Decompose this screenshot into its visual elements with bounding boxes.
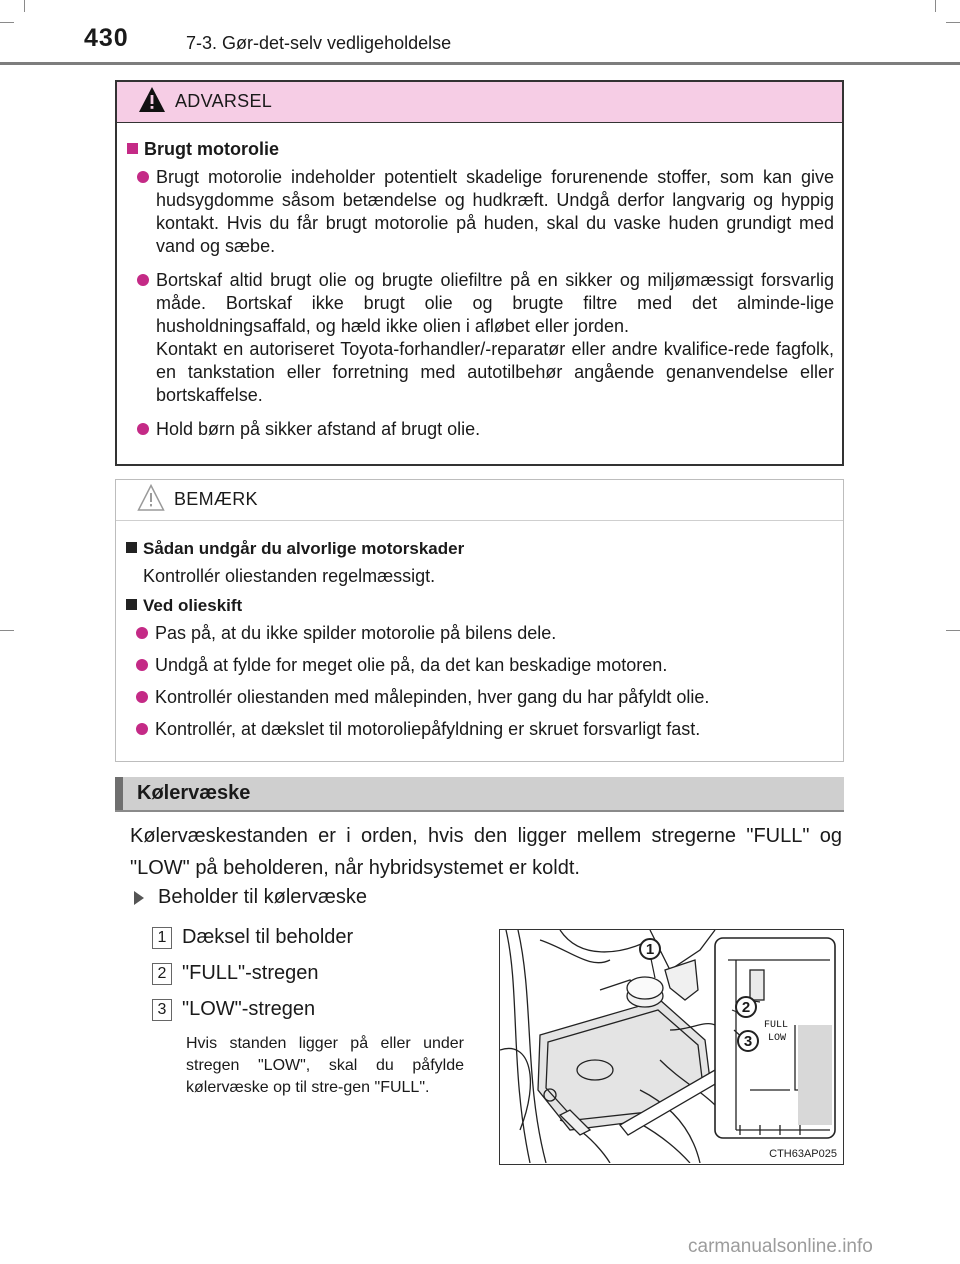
figure-code: CTH63AP025	[769, 1148, 837, 1160]
square-bullet-icon	[126, 599, 137, 610]
round-bullet-icon	[136, 627, 148, 639]
warning-body	[117, 123, 842, 441]
numbered-item	[152, 998, 315, 1021]
square-bullet-icon	[126, 542, 137, 553]
low-marking: LOW	[768, 1033, 787, 1044]
warning-header	[117, 82, 842, 123]
notice-bullet-text: Kontrollér oliestanden med målepinden, hver gang du har påfyldt olie.	[155, 687, 710, 707]
notice-bullet	[126, 622, 835, 645]
header-rule	[0, 62, 960, 65]
crop-mark	[0, 630, 14, 631]
round-bullet-icon	[137, 274, 149, 286]
warning-bullet-text	[156, 269, 834, 407]
round-bullet-icon	[137, 423, 149, 435]
warning-label: ADVARSEL	[175, 91, 273, 111]
warning-bullet	[127, 269, 834, 407]
coolant-reservoir-illustration	[499, 929, 844, 1165]
notice-bullet-text: Kontrollér, at dækslet til motoroliepåfyldning er skruet forsvarligt fast.	[155, 719, 701, 739]
round-bullet-icon	[136, 691, 148, 703]
warning-bullet	[127, 418, 834, 441]
notice-header	[116, 480, 843, 521]
callout-1: 1	[639, 938, 661, 960]
warning-box	[115, 80, 844, 466]
page-number: 430	[84, 24, 129, 52]
notice-box	[115, 479, 844, 762]
warning-bullet-text: Hold børn på sikker afstand af brugt olie.	[156, 419, 481, 439]
warning-subheading-text: Brugt motorolie	[144, 139, 279, 159]
notice-bullet	[126, 718, 835, 741]
warning-bullet-text-extra: Kontakt en autoriseret Toyota-forhandler/-reparatør eller andre kvalifice-rede fagfolk, en tankstation eller forretning med autotilbehør angående genanvendelse eller bortskaffelse.	[156, 339, 834, 405]
numbered-item	[152, 926, 353, 949]
notice-subheading	[126, 596, 835, 616]
notice-label: BEMÆRK	[174, 489, 258, 509]
round-bullet-icon	[137, 171, 149, 183]
callout-2: 2	[735, 996, 757, 1018]
item-text: "LOW"-stregen	[182, 998, 316, 1020]
item-text: "FULL"-stregen	[182, 962, 319, 984]
round-bullet-icon	[136, 723, 148, 735]
warning-bullet-text-part: Bortskaf altid brugt olie og brugte oliefiltre på en sikker og miljømæssigt forsvarlig måde. Bortskaf ikke brugt olie og brugte filtre med det alminde-lige husholdningsaffald, og hæld ikke olien i afløbet eller jorden.	[156, 270, 834, 336]
arrow-item-text: Beholder til kølervæske	[158, 886, 367, 908]
chapter-title: 7-3. Gør-det-selv vedligeholdelse	[186, 33, 452, 53]
round-bullet-icon	[136, 659, 148, 671]
warning-bullet	[127, 166, 834, 258]
notice-subheading-text: Sådan undgår du alvorlige motorskader	[143, 539, 465, 558]
notice-bullet-text: Pas på, at du ikke spilder motorolie på bilens dele.	[155, 623, 557, 643]
item-number: 3	[152, 999, 172, 1021]
watermark: carmanualsonline.info	[688, 1236, 873, 1257]
notice-bullet	[126, 654, 835, 677]
caution-triangle-icon	[136, 483, 166, 513]
section-heading	[115, 777, 844, 810]
item-text: Dæksel til beholder	[182, 926, 354, 948]
section-title: Kølervæske	[137, 782, 251, 804]
full-marking: FULL	[764, 1020, 789, 1031]
callout-3: 3	[737, 1030, 759, 1052]
page-header	[0, 0, 960, 64]
notice-subheading-text: Ved olieskift	[143, 596, 243, 615]
item-number: 1	[152, 927, 172, 949]
section-intro: Kølervæskestanden er i orden, hvis den ligger mellem stregerne "FULL" og "LOW" på beholderen, når hybridsystemet er koldt.	[130, 825, 842, 879]
section-rule	[115, 810, 844, 812]
arrow-right-icon	[134, 891, 144, 905]
square-bullet-icon	[127, 143, 138, 154]
notice-subheading	[126, 539, 835, 559]
warning-subheading	[127, 139, 834, 160]
engine-bay-drawing	[500, 930, 842, 1163]
item-number: 2	[152, 963, 172, 985]
numbered-item	[152, 962, 318, 985]
crop-mark	[946, 630, 960, 631]
coolant-note: Hvis standen ligger på eller under stregen "LOW", skal du påfylde kølervæske op til stre-gen "FULL".	[186, 1035, 464, 1096]
notice-bullet	[126, 686, 835, 709]
notice-text: Kontrollér oliestanden regelmæssigt.	[143, 566, 436, 586]
notice-body	[116, 521, 843, 741]
arrow-item	[134, 886, 367, 909]
warning-bullet-text: Brugt motorolie indeholder potentielt skadelige forurenende stoffer, som kan give hudsygdomme såsom betændelse og hudkræft. Undgå derfor langvarig og hyppig kontakt. Hvis du får brugt motorolie på huden, skal du vaske huden grundigt med vand og sæbe.	[156, 167, 834, 256]
notice-bullet-text: Undgå at fylde for meget olie på, da det kan beskadige motoren.	[155, 655, 668, 675]
warning-triangle-icon	[137, 85, 167, 115]
